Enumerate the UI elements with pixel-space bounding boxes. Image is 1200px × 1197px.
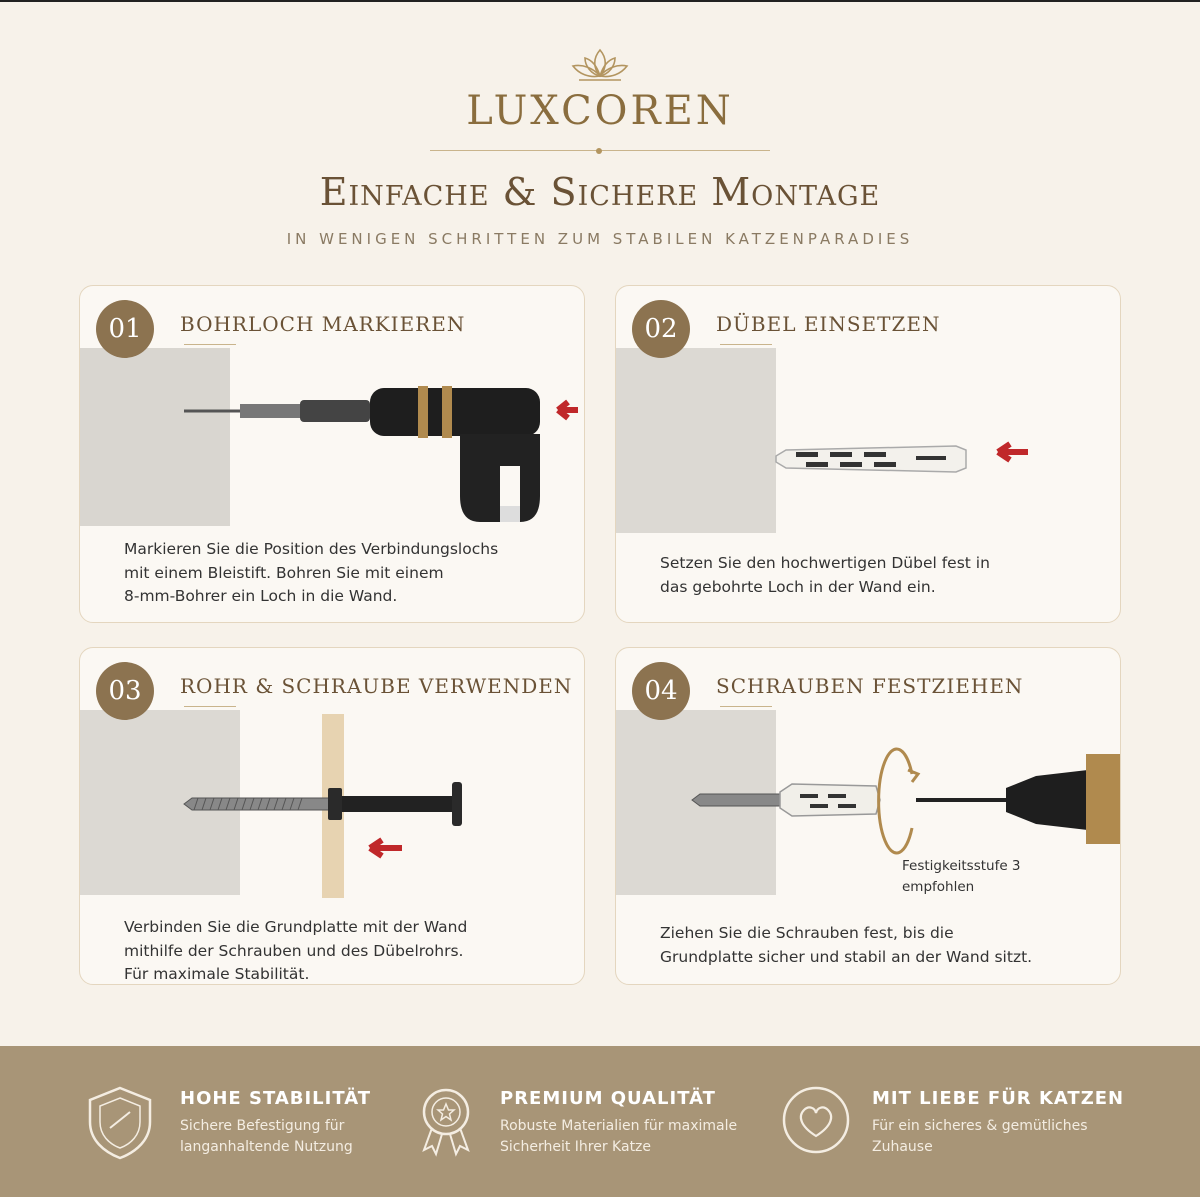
step-title: BOHRLOCH MARKIEREN — [180, 312, 466, 336]
step-description — [660, 922, 1090, 969]
text-line: Zuhause — [872, 1139, 933, 1155]
text-line: Sicherheit Ihrer Katze — [500, 1139, 652, 1155]
feature-band — [0, 1046, 1200, 1197]
step-number-badge: 04 — [632, 662, 690, 720]
shield-icon — [80, 1082, 160, 1162]
feature-title: MIT LIEBE FÜR KATZEN — [872, 1088, 1125, 1109]
step-card-4 — [615, 647, 1121, 985]
lotus-icon — [565, 44, 635, 84]
text-line: Verbinden Sie die Grundplatte mit der Wand — [124, 918, 468, 936]
text-line: mit einem Bleistift. Bohren Sie mit einem — [124, 563, 444, 582]
text-line: Grundplatte sicher und stabil an der Wand sitzt. — [660, 947, 1033, 966]
step-number-badge: 02 — [632, 300, 690, 358]
wall-plug-icon — [616, 346, 1121, 536]
text-line: Festigkeitsstufe 3 — [902, 858, 1021, 874]
brand-name: LUXCOREN — [466, 88, 734, 134]
text-line: langanhaltende Nutzung — [180, 1139, 353, 1155]
award-ribbon-icon — [410, 1082, 490, 1162]
page-title: Einfache & Sichere Montage — [319, 170, 881, 214]
text-line: Ziehen Sie die Schrauben fest, bis die — [660, 924, 954, 942]
heart-icon — [780, 1082, 860, 1162]
text-line: Für ein sicheres & gemütliches — [872, 1118, 1088, 1134]
feature-title: HOHE STABILITÄT — [180, 1088, 372, 1109]
step-description — [124, 916, 554, 985]
text-line: das gebohrte Loch in der Wand ein. — [660, 577, 936, 596]
top-border — [0, 0, 1200, 2]
feature-text — [872, 1116, 1132, 1158]
page-subtitle: IN WENIGEN SCHRITTEN ZUM STABILEN KATZENPARADIES — [286, 230, 914, 248]
title-rule — [720, 344, 772, 345]
hammer-drill-icon — [80, 346, 585, 536]
title-rule — [720, 706, 772, 707]
step-description — [124, 538, 554, 609]
feature-title: PREMIUM QUALITÄT — [500, 1088, 716, 1109]
brand-divider — [430, 148, 770, 154]
brand-header — [0, 44, 1200, 134]
step-number-badge: 01 — [96, 300, 154, 358]
torque-note — [902, 856, 1052, 898]
feature-text — [180, 1116, 440, 1158]
step-title: DÜBEL EINSETZEN — [716, 312, 941, 336]
step-title: SCHRAUBEN FESTZIEHEN — [716, 674, 1024, 698]
text-line: Setzen Sie den hochwertigen Dübel fest in — [660, 554, 990, 572]
step-card-2 — [615, 285, 1121, 623]
bolt-icon — [80, 708, 585, 898]
title-rule — [184, 344, 236, 345]
step-number-badge: 03 — [96, 662, 154, 720]
feature-text — [500, 1116, 760, 1158]
text-line: Sichere Befestigung für — [180, 1118, 345, 1134]
step-description — [660, 552, 1090, 599]
text-line: 8-mm-Bohrer ein Loch in die Wand. — [124, 587, 398, 605]
text-line: Für maximale Stabilität. — [124, 965, 310, 983]
text-line: Robuste Materialien für maximale — [500, 1118, 738, 1134]
text-line: mithilfe der Schrauben und des Dübelrohrs. — [124, 941, 464, 960]
step-card-1 — [79, 285, 585, 623]
text-line: Markieren Sie die Position des Verbindungslochs — [124, 540, 499, 558]
step-title: ROHR & SCHRAUBE VERWENDEN — [180, 674, 573, 698]
text-line: empfohlen — [902, 879, 975, 895]
title-rule — [184, 706, 236, 707]
step-card-3 — [79, 647, 585, 985]
